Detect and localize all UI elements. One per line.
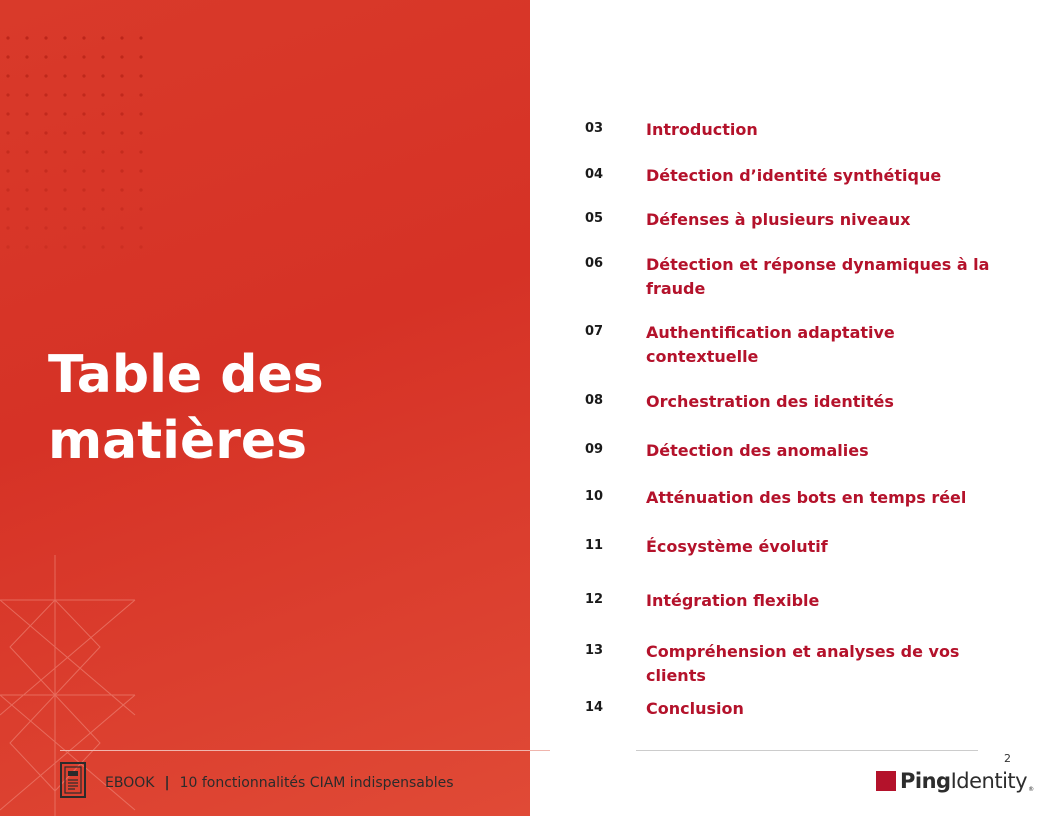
toc-title-link[interactable]: Introduction [646, 120, 758, 139]
footer-caption [105, 773, 454, 793]
footer-label: EBOOK [105, 775, 155, 791]
toc-title-link[interactable]: Détection d’identité synthétique [646, 166, 942, 185]
page-title: Table des matières [48, 345, 324, 471]
toc-page-number: 13 [584, 643, 604, 658]
logo-mark-icon [876, 771, 896, 791]
toc-title-link[interactable]: Compréhension et analyses de vos clients [646, 642, 960, 685]
page-number: 2 [1004, 752, 1011, 765]
toc-page-number: 14 [584, 700, 604, 715]
dot-grid-pattern [0, 0, 160, 260]
toc-title-link[interactable]: Conclusion [646, 699, 744, 718]
toc-page-number: 07 [584, 324, 604, 339]
toc-page-number: 11 [584, 538, 604, 553]
logo-wordmark: PingIdentity® [900, 769, 1034, 793]
toc-page-number: 04 [584, 167, 604, 182]
toc-title-link[interactable]: Détection et réponse dynamiques à la fraude [646, 255, 990, 298]
toc-page-number: 05 [584, 211, 604, 226]
toc-title-link[interactable]: Authentification adaptative contextuelle [646, 323, 895, 366]
toc-title-link[interactable]: Détection des anomalies [646, 441, 869, 460]
ebook-icon [60, 762, 86, 798]
toc-title-link[interactable]: Écosystème évolutif [646, 537, 828, 556]
footer-divider [636, 750, 978, 751]
footer-subtitle: 10 fonctionnalités CIAM indispensables [179, 775, 454, 791]
toc-page-number: 03 [584, 121, 604, 136]
toc-page-number: 10 [584, 489, 604, 504]
toc-title-link[interactable]: Défenses à plusieurs niveaux [646, 210, 911, 229]
toc-page-number: 12 [584, 592, 604, 607]
toc-title-link[interactable]: Intégration flexible [646, 591, 820, 610]
toc-title-link[interactable]: Atténuation des bots en temps réel [646, 488, 967, 507]
ping-identity-logo [876, 769, 1034, 793]
toc-page-number: 09 [584, 442, 604, 457]
toc-page-number: 08 [584, 393, 604, 408]
toc-page-number: 06 [584, 256, 604, 271]
footer-separator: | [164, 775, 170, 791]
toc-title-link[interactable]: Orchestration des identités [646, 392, 894, 411]
footer-divider [60, 750, 550, 751]
